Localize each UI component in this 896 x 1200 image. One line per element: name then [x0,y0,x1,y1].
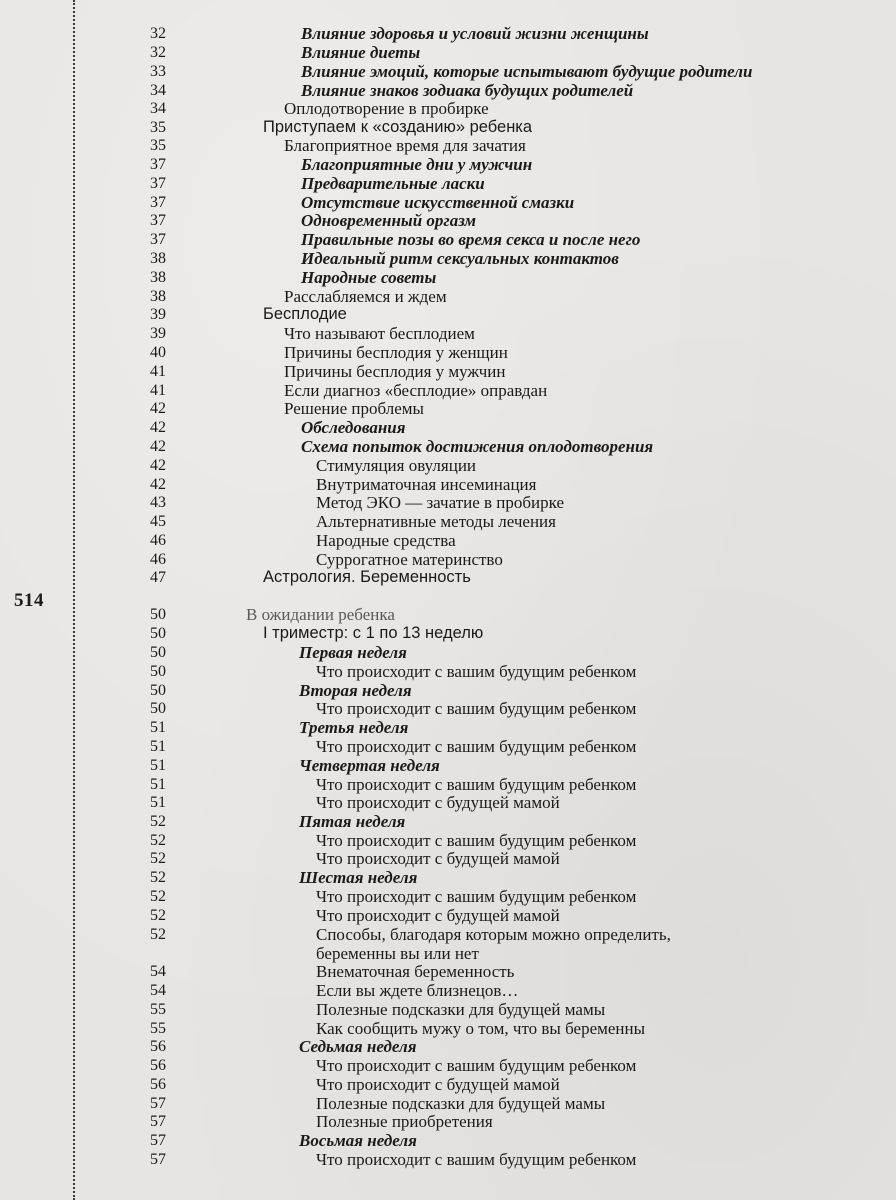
toc-page-number: 41 [150,363,166,380]
toc-page-number: 37 [150,175,166,192]
week-heading: Восьмая неделя [299,1131,417,1150]
subsection-title: Влияние знаков зодиака будущих родителей [301,81,634,100]
item-title: Если вы ждете близнецов… [316,981,519,1000]
subsection-title: Влияние диеты [301,43,421,62]
chapter-heading: I триместр: с 1 по 13 неделю [263,624,484,642]
week-heading: Пятая неделя [299,812,406,831]
toc-page-number: 42 [150,419,166,436]
subsection-title: Одновременный оргазм [301,211,477,230]
page-number: 514 [14,590,44,611]
item-title: Альтернативные методы лечения [316,512,556,531]
section-title: Расслабляемся и ждем [284,287,447,306]
toc-page-number: 46 [150,551,166,568]
toc-page-number: 51 [150,776,166,793]
toc-page-number: 54 [150,963,166,980]
section-title: Благоприятное время для зачатия [284,136,526,155]
toc-page-number: 52 [150,888,166,905]
section-title: Причины бесплодия у мужчин [284,362,506,381]
item-title: Полезные подсказки для будущей мамы [316,1094,606,1113]
chapter-heading: Бесплодие [263,305,347,323]
toc-page-number: 39 [150,325,166,342]
subsection-title: Благоприятные дни у мужчин [301,155,533,174]
week-heading: Четвертая неделя [299,756,440,775]
section-title: Оплодотворение в пробирке [284,99,489,118]
item-title: Внутриматочная инсеминация [316,475,537,494]
item-title: Что происходит с вашим будущим ребенком [316,1056,637,1075]
toc-page-number: 56 [150,1038,166,1055]
toc-page-number: 50 [150,625,166,642]
toc-page-number: 55 [150,1020,166,1037]
toc-page-number: 35 [150,119,166,136]
toc-page-number: 52 [150,850,166,867]
toc-page-number: 52 [150,907,166,924]
chapter-heading: Приступаем к «созданию» ребенка [263,118,533,136]
week-heading: Седьмая неделя [299,1037,417,1056]
subsection-title: Обследования [301,418,406,437]
item-title: Что происходит с будущей мамой [316,793,560,812]
week-heading: Первая неделя [299,643,407,662]
toc-page-number: 46 [150,532,166,549]
toc-page-number: 32 [150,44,166,61]
toc-page-number: 42 [150,400,166,417]
item-title: Что происходит с вашим будущим ребенком [316,887,637,906]
toc-page-number: 57 [150,1132,166,1149]
section-title: Если диагноз «бесплодие» оправдан [284,381,548,400]
toc-page-number: 57 [150,1151,166,1168]
toc-page-number: 38 [150,288,166,305]
toc-page-number: 51 [150,719,166,736]
toc-page-number: 50 [150,606,166,623]
item-title: Способы, благодаря которым можно определить, [316,925,671,944]
toc-page-number: 50 [150,682,166,699]
item-title: Что происходит с будущей мамой [316,849,560,868]
item-title: Что происходит с вашим будущим ребенком [316,662,637,681]
toc-page-number: 43 [150,494,166,511]
item-title: Внематочная беременность [316,962,515,981]
toc-page-number: 42 [150,438,166,455]
toc-page-number: 52 [150,813,166,830]
section-title: Причины бесплодия у женщин [284,343,508,362]
toc-page-number: 35 [150,137,166,154]
item-title: Что происходит с вашим будущим ребенком [316,831,637,850]
toc-page-number: 38 [150,250,166,267]
toc-page-number: 50 [150,700,166,717]
toc-page-number: 51 [150,794,166,811]
toc-page-number: 57 [150,1095,166,1112]
item-title: Что происходит с вашим будущим ребенком [316,737,637,756]
toc-page-number: 50 [150,663,166,680]
toc-page-number: 56 [150,1076,166,1093]
toc-page-number: 55 [150,1001,166,1018]
toc-page-number: 34 [150,100,166,117]
item-title: Суррогатное материнство [316,550,503,569]
item-title: Полезные подсказки для будущей мамы [316,1000,606,1019]
week-heading: Третья неделя [299,718,409,737]
toc-page-number: 41 [150,382,166,399]
week-heading: Шестая неделя [299,868,418,887]
item-title: Что происходит с вашим будущим ребенком [316,699,637,718]
subsection-title: Правильные позы во время секса и после него [301,230,641,249]
toc-page-number: 37 [150,194,166,211]
item-title: Что происходит с будущей мамой [316,1075,560,1094]
toc-page-number: 37 [150,156,166,173]
toc-page-number: 45 [150,513,166,530]
toc-page-number: 37 [150,231,166,248]
toc-page-number: 52 [150,926,166,943]
item-title: Народные средства [316,531,456,550]
subsection-title: Идеальный ритм сексуальных контактов [301,249,619,268]
toc-page-number: 51 [150,757,166,774]
toc-page-number: 52 [150,832,166,849]
toc-page-number: 40 [150,344,166,361]
toc-page-number: 39 [150,306,166,323]
item-title: Что происходит с будущей мамой [316,906,560,925]
toc-page-number: 34 [150,82,166,99]
toc-page-number: 50 [150,644,166,661]
week-heading: Вторая неделя [299,681,412,700]
toc-page-number: 56 [150,1057,166,1074]
part-heading: В ожидании ребенка [246,605,395,624]
section-title: Что называют бесплодием [284,324,475,343]
toc-page-number: 51 [150,738,166,755]
toc-page-number: 52 [150,869,166,886]
toc-page-number: 47 [150,569,166,586]
toc-page-number: 33 [150,63,166,80]
subsection-title: Предварительные ласки [301,174,485,193]
toc-page-number: 38 [150,269,166,286]
chapter-heading: Астрология. Беременность [263,568,471,586]
toc-page-number: 42 [150,476,166,493]
item-title: Как сообщить мужу о том, что вы беременны [316,1019,646,1038]
subsection-title: Народные советы [301,268,437,287]
item-title: беременны вы или нет [316,944,479,963]
item-title: Что происходит с вашим будущим ребенком [316,1150,637,1169]
item-title: Полезные приобретения [316,1112,493,1131]
item-title: Стимуляция овуляции [316,456,477,475]
subsection-title: Влияние здоровья и условий жизни женщины [301,24,649,43]
subsection-title: Отсутствие искусственной смазки [301,193,575,212]
subsection-title: Схема попыток достижения оплодотворения [301,437,654,456]
item-title: Метод ЭКО — зачатие в пробирке [316,493,565,512]
item-title: Что происходит с вашим будущим ребенком [316,775,637,794]
section-title: Решение проблемы [284,399,424,418]
toc-page-number: 32 [150,25,166,42]
toc-page-number: 42 [150,457,166,474]
subsection-title: Влияние эмоций, которые испытывают будущие родители [301,62,753,81]
toc-page-number: 54 [150,982,166,999]
toc-page-number: 37 [150,212,166,229]
toc-page-number: 57 [150,1113,166,1130]
